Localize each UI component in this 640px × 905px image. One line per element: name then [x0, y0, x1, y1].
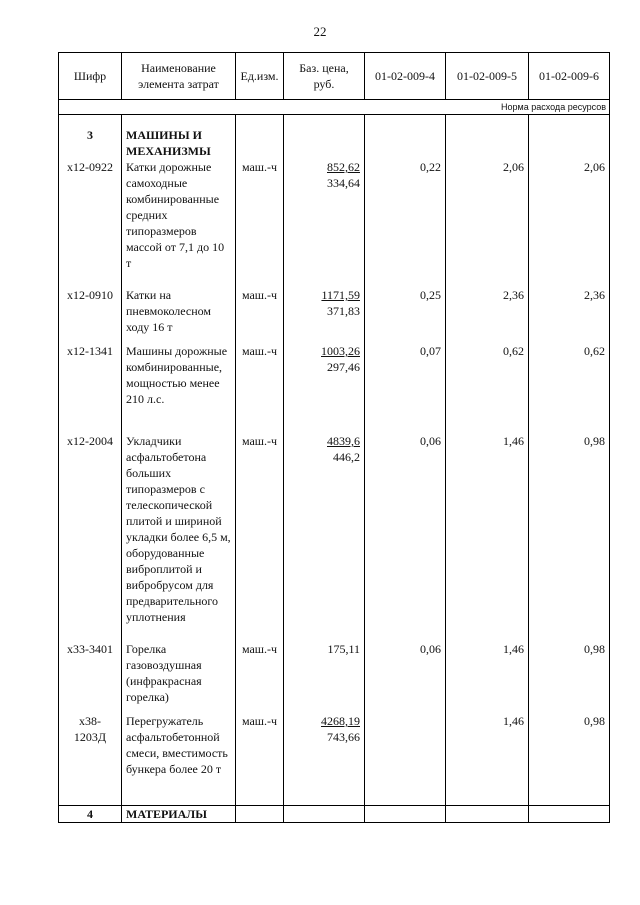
row-col-2: 1,46	[446, 641, 529, 713]
table-row	[59, 343, 610, 433]
row-code: х12-0922	[59, 159, 122, 287]
row-unit: маш.-ч	[236, 713, 284, 806]
section-4-row	[59, 806, 610, 823]
row-col-3: 0,98	[529, 713, 610, 806]
section-3-row	[59, 115, 610, 160]
row-name: Горелка газовоздушная (инфракрасная горелка)	[122, 641, 236, 713]
price-current: 4839,6	[327, 434, 360, 448]
price-base: 334,64	[327, 176, 360, 190]
row-unit: маш.-ч	[236, 159, 284, 287]
row-col-2: 1,46	[446, 433, 529, 641]
table-row	[59, 433, 610, 641]
header-col-2: 01-02-009-5	[446, 53, 529, 100]
row-col-2: 1,46	[446, 713, 529, 806]
table-row	[59, 287, 610, 343]
row-code: х38-1203Д	[59, 713, 122, 806]
row-code: х12-2004	[59, 433, 122, 641]
price-current: 1171,59	[321, 288, 360, 302]
row-unit: маш.-ч	[236, 287, 284, 343]
price-current: 4268,19	[321, 714, 360, 728]
row-col-3: 2,36	[529, 287, 610, 343]
price-current: 1003,26	[321, 344, 360, 358]
row-col-3: 2,06	[529, 159, 610, 287]
norm-label: Норма расхода ресурсов	[59, 100, 610, 115]
row-col-1: 0,06	[365, 641, 446, 713]
row-col-1: 0,22	[365, 159, 446, 287]
price-current: 175,11	[327, 642, 360, 656]
row-name: Укладчики асфальтобетона больших типоразмеров с телескопической плитой и шириной укладки более 6,5 м, оборудованные виброплитой и вибробрусом для предварительного уплотнения	[122, 433, 236, 641]
price-current: 852,62	[327, 160, 360, 174]
row-unit: маш.-ч	[236, 343, 284, 433]
price-base: 446,2	[333, 450, 360, 464]
header-unit: Ед.изм.	[236, 53, 284, 100]
row-code: х12-1341	[59, 343, 122, 433]
row-col-1: 0,25	[365, 287, 446, 343]
section-title: МАШИНЫ И МЕХАНИЗМЫ	[122, 115, 236, 160]
row-price	[284, 433, 365, 641]
header-name: Наименование элемента затрат	[122, 53, 236, 100]
price-base: 743,66	[327, 730, 360, 744]
norm-row	[59, 100, 610, 115]
header-row	[59, 53, 610, 100]
price-base: 297,46	[327, 360, 360, 374]
header-price: Баз. цена, руб.	[284, 53, 365, 100]
row-col-3: 0,62	[529, 343, 610, 433]
row-price	[284, 287, 365, 343]
header-col-3: 01-02-009-6	[529, 53, 610, 100]
row-price	[284, 641, 365, 713]
row-col-2: 2,36	[446, 287, 529, 343]
row-name: Катки на пневмоколесном ходу 16 т	[122, 287, 236, 343]
section-number: 3	[59, 115, 122, 160]
header-col-1: 01-02-009-4	[365, 53, 446, 100]
table-row	[59, 159, 610, 287]
row-col-2: 2,06	[446, 159, 529, 287]
table-row	[59, 713, 610, 806]
page-number: 22	[313, 24, 327, 39]
row-price	[284, 159, 365, 287]
row-col-1: 0,07	[365, 343, 446, 433]
row-price	[284, 343, 365, 433]
row-name: Перегружатель асфальтобетонной смеси, вместимость бункера более 20 т	[122, 713, 236, 806]
row-name: Машины дорожные комбинированные, мощностью менее 210 л.с.	[122, 343, 236, 433]
row-unit: маш.-ч	[236, 433, 284, 641]
resource-table	[58, 52, 609, 823]
row-col-3: 0,98	[529, 433, 610, 641]
row-unit: маш.-ч	[236, 641, 284, 713]
table-row	[59, 641, 610, 713]
row-code: х12-0910	[59, 287, 122, 343]
row-name: Катки дорожные самоходные комбинированные средних типоразмеров массой от 7,1 до 10 т	[122, 159, 236, 287]
row-col-1	[365, 713, 446, 806]
row-col-3: 0,98	[529, 641, 610, 713]
section-title: МАТЕРИАЛЫ	[122, 806, 236, 823]
header-code: Шифр	[59, 53, 122, 100]
price-base: 371,83	[327, 304, 360, 318]
row-code: х33-3401	[59, 641, 122, 713]
row-col-1: 0,06	[365, 433, 446, 641]
row-price	[284, 713, 365, 806]
row-col-2: 0,62	[446, 343, 529, 433]
section-number: 4	[59, 806, 122, 823]
